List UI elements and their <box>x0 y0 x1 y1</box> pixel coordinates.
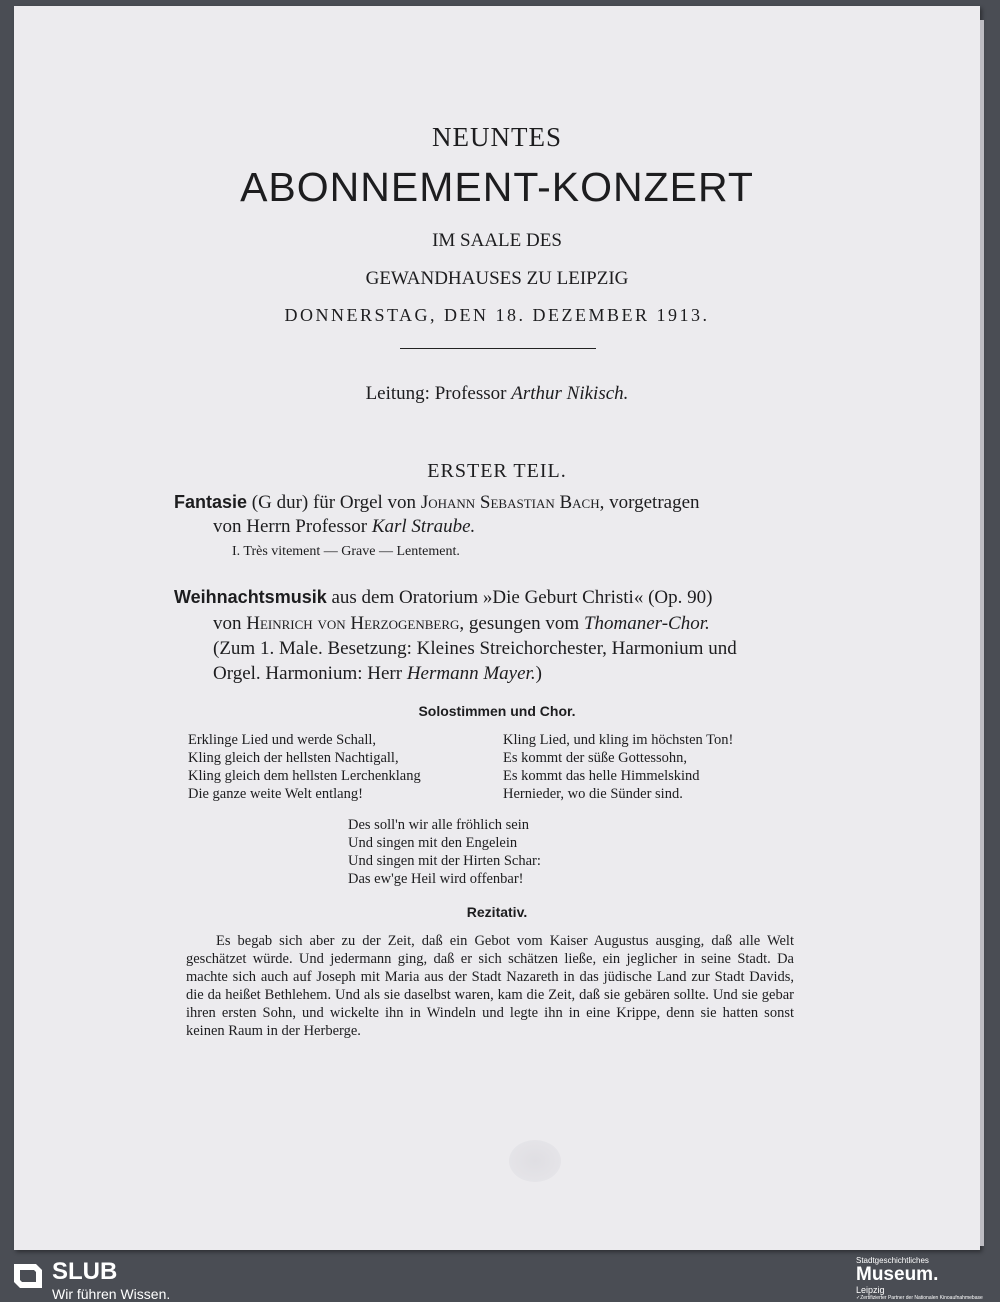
museum-branding[interactable] <box>856 1256 984 1301</box>
solo-heading: Solostimmen und Chor. <box>418 703 576 719</box>
verse-line: Hernieder, wo die Sünder sind. <box>503 786 683 802</box>
embossed-seal <box>509 1140 561 1182</box>
leitung-line <box>14 383 980 405</box>
header-line-neuntes: NEUNTES <box>432 122 562 152</box>
piece2-text5: ) <box>535 663 542 684</box>
divider-rule <box>400 348 596 349</box>
piece2-line1 <box>174 587 712 609</box>
slub-logo-icon <box>12 1260 44 1292</box>
slub-name: SLUB <box>52 1258 118 1285</box>
piece1-line1 <box>174 492 700 514</box>
verse-line: Kling gleich der hellsten Nachtigall, <box>188 750 399 766</box>
verse-line: Kling Lied, und kling im höchsten Ton! <box>503 732 734 748</box>
museum-city: Leipzig <box>856 1285 885 1295</box>
rezitativ-text <box>186 932 794 1040</box>
verse-line: Es kommt der süße Gottessohn, <box>503 750 688 766</box>
verse-line: Des soll'n wir alle fröhlich sein <box>348 817 530 833</box>
piece1-line2 <box>213 516 475 538</box>
header-line-gewandhaus: GEWANDHAUSES ZU LEIPZIG <box>365 268 629 289</box>
rezitativ-heading: Rezitativ. <box>466 904 528 920</box>
concert-title: ABONNEMENT-KONZERT <box>240 164 754 210</box>
verse-line: Erklinge Lied und werde Schall, <box>188 732 377 748</box>
piece2-line2 <box>213 613 710 635</box>
museum-partner-label: ✓Zertifizierter Partner der Nationalen Kinoaufnahmebase <box>856 1295 983 1301</box>
museum-top-label: Stadtgeschichtliches <box>856 1256 929 1265</box>
verse-left <box>188 731 421 803</box>
piece2-line4 <box>213 663 542 685</box>
museum-name: Museum. <box>856 1264 939 1285</box>
piece1-title: Fantasie <box>174 492 248 512</box>
piece2-text3: , gesungen vom <box>459 613 580 634</box>
header-line-saale: IM SAALE DES <box>432 230 562 251</box>
piece2-composer: Heinrich von Herzogenberg <box>246 613 460 634</box>
piece1-composer: Johann Sebastian Bach <box>420 492 600 513</box>
slub-tagline: Wir führen Wissen. <box>52 1286 171 1302</box>
piece2-title: Weihnachtsmusik <box>174 587 327 607</box>
verse-line: Die ganze weite Welt entlang! <box>188 786 363 802</box>
part-title: ERSTER TEIL. <box>427 460 567 482</box>
verse-line: Und singen mit der Hirten Schar: <box>348 853 541 869</box>
piece1-text2: , vorgetragen <box>599 492 700 513</box>
piece2-line3: (Zum 1. Male. Besetzung: Kleines Streichorchester, Harmonium und <box>213 638 737 659</box>
verse-line: Kling gleich dem hellsten Lerchenklang <box>188 768 421 784</box>
piece1-text3: von Herrn Professor <box>213 516 368 537</box>
piece1-text1: (G dur) für Orgel von <box>251 492 417 513</box>
piece2-text4: Orgel. Harmonium: Herr <box>213 663 403 684</box>
piece2-choir: Thomaner-Chor. <box>583 613 710 634</box>
leitung-prefix: Leitung: Professor <box>365 383 507 404</box>
piece2-harmonium: Hermann Mayer. <box>406 663 536 684</box>
conductor-name: Arthur Nikisch. <box>511 383 629 404</box>
piece1-movements: I. Très vitement — Grave — Lentement. <box>232 544 460 559</box>
verse-center <box>348 816 541 888</box>
piece1-performer: Karl Straube. <box>371 516 476 537</box>
document-page <box>14 6 980 1250</box>
piece2-text1: aus dem Oratorium »Die Geburt Christi« (Op. 90) <box>331 587 713 608</box>
verse-line: Das ew'ge Heil wird offenbar! <box>348 871 524 887</box>
verse-line: Es kommt das helle Himmelskind <box>503 768 700 784</box>
verse-right <box>503 731 733 803</box>
concert-date: DONNERSTAG, DEN 18. DEZEMBER 1913. <box>284 305 710 325</box>
rezitativ-paragraph: Es begab sich aber zu der Zeit, daß ein Gebot vom Kaiser Augustus ausging, daß alle Welt geschätzet würde. Und jedermann ging, daß er sich schätzen ließe, ein jeglicher in seine Stadt. Da machte sich auch auf Joseph mit Maria aus der Stadt Nazareth in das jüdische Land zur Stadt Davids, die da heißet Bethlehem. Und als sie daselbst waren, kam die Zeit, daß sie gebären sollte. Und sie gebar ihren ersten Sohn, und wickelte ihn in Windeln und legte ihn in eine Krippe, denn sie hatten sonst keinen Raum in der Herberge. <box>186 933 794 1039</box>
piece2-text2: von <box>213 613 242 634</box>
verse-line: Und singen mit den Engelein <box>348 835 518 851</box>
paper-edge <box>980 20 984 1246</box>
